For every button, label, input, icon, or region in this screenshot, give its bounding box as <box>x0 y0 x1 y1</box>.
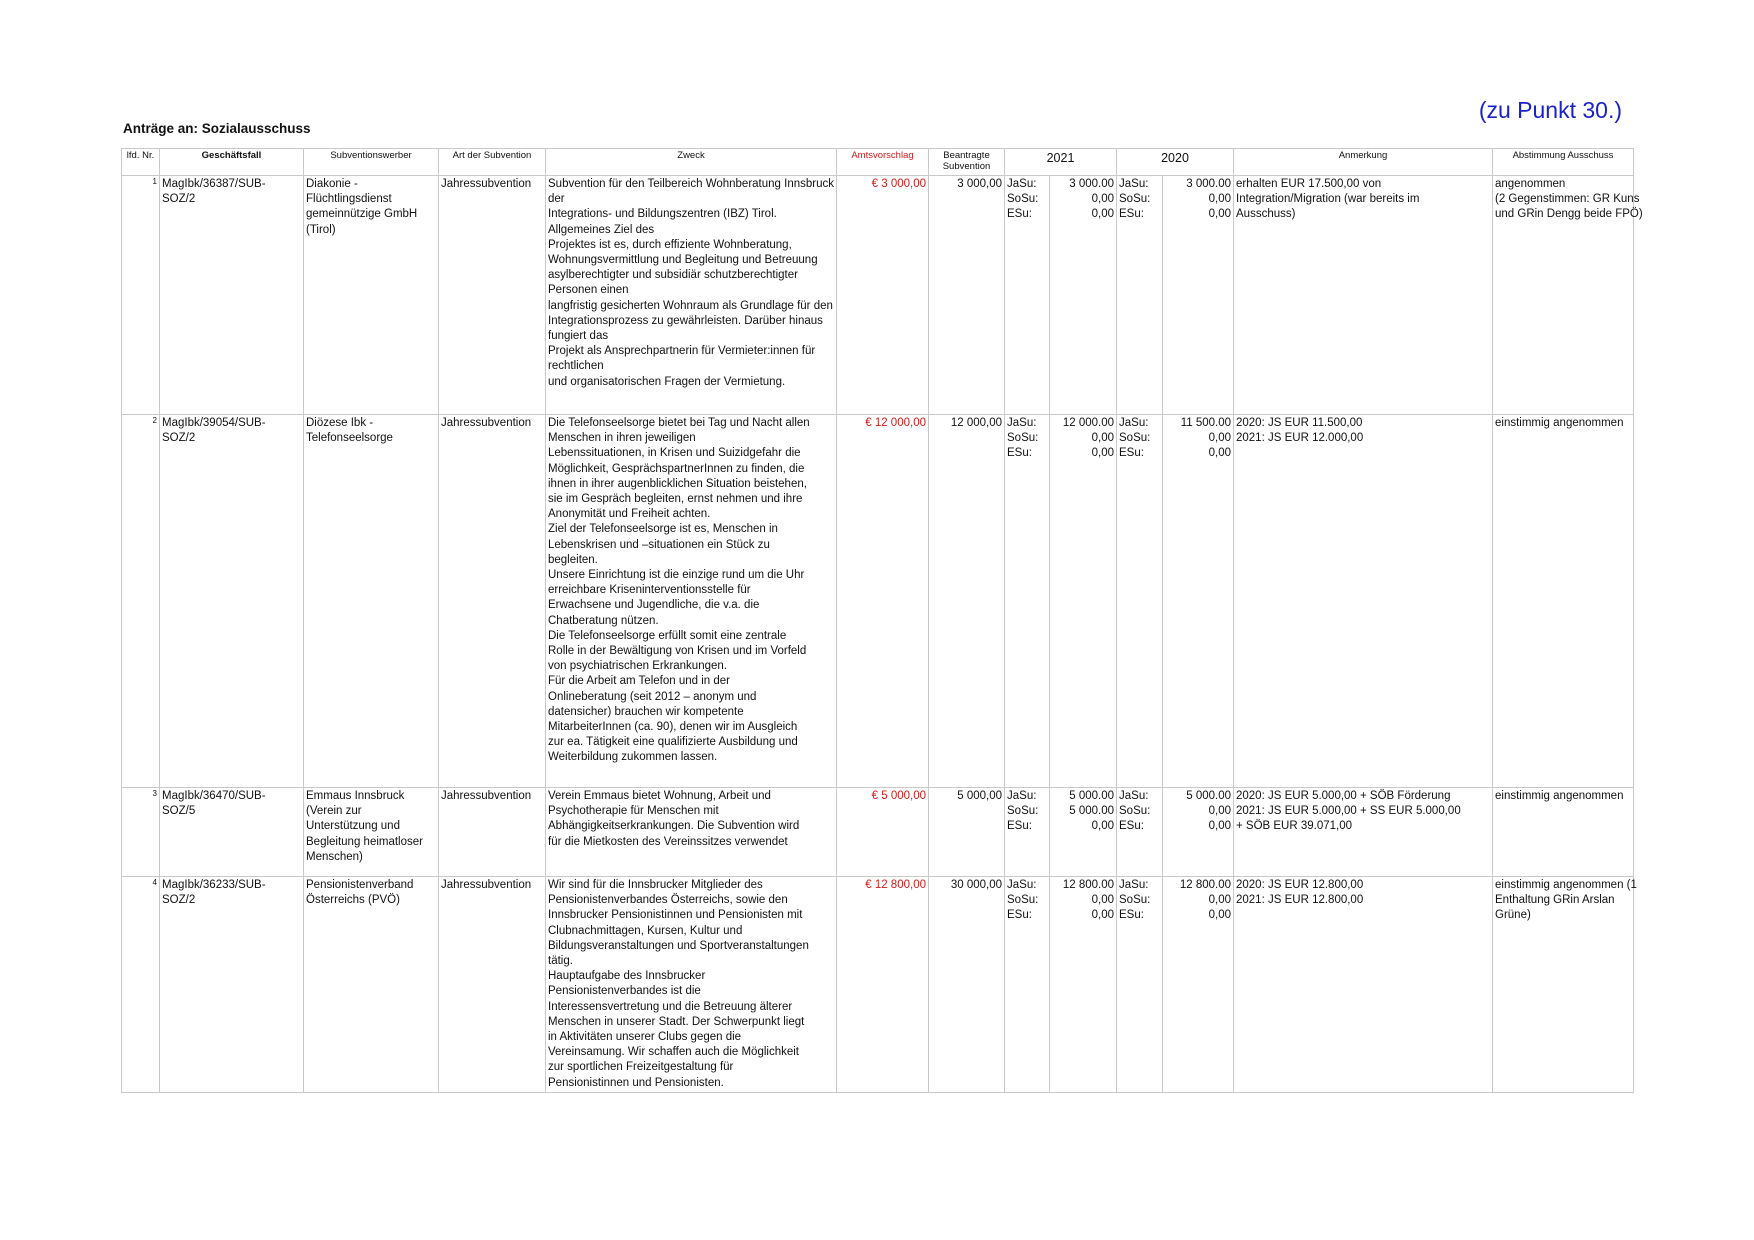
zweck-line: Für die Arbeit am Telefon und in der <box>548 675 730 688</box>
col-header-beantragt-line1: Beantragte <box>943 150 990 161</box>
value-2020: 11 500.00 <box>1180 417 1231 429</box>
label-2021: JaSu: <box>1007 879 1037 891</box>
value-2020: 0,00 <box>1208 193 1231 206</box>
zweck-line: Projekt als Ansprechpartnerin für Vermieter:innen für rechtlichen <box>548 345 816 373</box>
zweck-line: und organisatorischen Fragen der Vermietung. <box>548 375 786 388</box>
beantragt-cell <box>929 176 1005 415</box>
label-2021: ESu: <box>1007 208 1032 221</box>
abstimmung-cell <box>1493 415 1634 788</box>
art-cell <box>439 877 546 1093</box>
amtsvorschlag-value: € 12 800,00 <box>865 879 926 891</box>
abstimmung-cell <box>1493 176 1643 415</box>
value-2020-cell <box>1163 788 1234 877</box>
beantragt-cell <box>929 788 1005 877</box>
zweck-line: begleiten. <box>548 553 598 566</box>
value-2021: 0,00 <box>1091 208 1114 221</box>
anmerkung-cell <box>1234 415 1493 788</box>
value-2021: 3 000.00 <box>1069 178 1114 190</box>
zweck-line: für die Mietkosten des Vereinssitzes verwendet <box>548 835 788 848</box>
zweck-cell <box>546 176 837 415</box>
table-header-row <box>122 149 1634 176</box>
value-2021-cell <box>1050 877 1117 1093</box>
zweck-line: Hauptaufgabe des Innsbrucker <box>548 970 706 983</box>
zweck-line: langfristig gesicherten Wohnraum als Grundlage für den <box>548 299 833 312</box>
zweck-cell <box>546 415 837 788</box>
zweck-line: Innsbrucker Pensionistinnen und Pensionisten mit <box>548 909 803 922</box>
geschaeftsfall-line: SOZ/2 <box>162 193 196 206</box>
value-2020: 12 800.00 <box>1179 879 1231 891</box>
abstimmung-cell <box>1493 788 1634 877</box>
zweck-line: Abhängigkeitserkrankungen. Die Subvention wird <box>548 820 800 833</box>
col-header-zweck: Zweck <box>546 149 837 176</box>
value-2021: 0,00 <box>1091 432 1114 445</box>
value-2021: 0,00 <box>1091 894 1114 907</box>
geschaeftsfall-line: MagIbk/36387/SUB- <box>162 178 266 190</box>
label-2020: ESu: <box>1119 208 1144 221</box>
document-title: Anträge an: Sozialausschuss <box>123 121 311 136</box>
zweck-line: zur sportlichen Freizeitgestaltung für <box>548 1061 734 1074</box>
value-2021: 0,00 <box>1091 447 1114 460</box>
anmerkung-line: 2020: JS EUR 12.800,00 <box>1236 879 1364 891</box>
art-text: Jahressubvention <box>441 790 532 802</box>
amtsvorschlag-value: € 3 000,00 <box>871 178 926 190</box>
zweck-line: Interessensvertretung und die Betreuung älterer <box>548 1000 793 1013</box>
subventionswerber-cell <box>304 877 439 1093</box>
beantragt-cell <box>929 415 1005 788</box>
abstimmung-line: (2 Gegenstimmen: GR Kuns <box>1495 193 1640 206</box>
subsidy-table <box>121 148 1643 1093</box>
label-2021: SoSu: <box>1007 432 1039 445</box>
value-2020-cell <box>1163 877 1234 1093</box>
zweck-line: Pensionistinnen und Pensionisten. <box>548 1076 724 1089</box>
zweck-line: erreichbare Kriseninterventionsstelle für <box>548 584 751 597</box>
label-2021: JaSu: <box>1007 178 1037 190</box>
col-header-amtsvorschlag: Amtsvorschlag <box>837 149 929 176</box>
zweck-line: Bildungsveranstaltungen und Sportveranstaltungen <box>548 939 809 952</box>
geschaeftsfall-line: MagIbk/36233/SUB- <box>162 879 266 891</box>
abstimmung-line: und GRin Dengg beide FPÖ) <box>1495 208 1643 221</box>
label-2020: SoSu: <box>1119 432 1151 445</box>
beantragt-value: 30 000,00 <box>950 879 1002 891</box>
label-2021: ESu: <box>1007 447 1032 460</box>
beantragt-value: 12 000,00 <box>950 417 1002 429</box>
subventionswerber-text: Diözese Ibk - Telefonseelsorge <box>306 417 393 445</box>
zweck-line: Lebenssituationen, in Krisen und Suizidgefahr die <box>548 447 801 460</box>
label-2020: ESu: <box>1119 909 1144 922</box>
zweck-line: Die Telefonseelsorge erfüllt somit eine zentrale <box>548 629 787 642</box>
abstimmung-line: Enthaltung GRin Arslan <box>1495 894 1615 907</box>
zweck-line: sie im Gespräch begleiten, ernst nehmen und ihre <box>548 493 803 506</box>
label-2020: JaSu: <box>1119 178 1149 190</box>
zweck-line: Anonymität und Freiheit achten. <box>548 508 711 521</box>
zweck-line: Onlineberatung (seit 2012 – anonym und <box>548 690 757 703</box>
zweck-line: Menschen in ihren jeweiligen <box>548 432 696 445</box>
beantragt-cell <box>929 877 1005 1093</box>
row-number-value: 2 <box>152 416 157 425</box>
label-2020: JaSu: <box>1119 790 1149 802</box>
zweck-line: Projektes ist es, durch effiziente Wohnberatung, Wohnungsvermittlung und Begleitung und Betreuung <box>548 238 818 267</box>
geschaeftsfall-line: SOZ/5 <box>162 805 196 818</box>
art-cell <box>439 415 546 788</box>
col-header-beantragt-line2: Subvention <box>942 161 991 172</box>
anmerkung-cell <box>1234 176 1493 415</box>
value-2021: 12 000.00 <box>1062 417 1114 429</box>
table-row <box>122 877 1634 1093</box>
amtsvorschlag-cell <box>837 176 929 415</box>
label-2020: ESu: <box>1119 447 1144 460</box>
subventionswerber-cell <box>304 176 439 415</box>
value-2020: 0,00 <box>1208 894 1231 907</box>
anmerkung-line: 2021: JS EUR 12.000,00 <box>1236 432 1364 445</box>
value-2021: 0,00 <box>1091 193 1114 206</box>
abstimmung-line: angenommen <box>1495 178 1566 190</box>
value-2020: 0,00 <box>1208 805 1231 818</box>
label-2020-cell <box>1117 415 1163 788</box>
label-2021: SoSu: <box>1007 894 1039 907</box>
zweck-text <box>548 789 834 850</box>
beantragt-value: 5 000,00 <box>957 790 1002 802</box>
art-text: Jahressubvention <box>441 417 532 429</box>
row-number-value: 1 <box>152 177 157 186</box>
geschaeftsfall-line: SOZ/2 <box>162 894 196 907</box>
art-cell <box>439 788 546 877</box>
label-2021-cell <box>1005 415 1050 788</box>
col-header-2020: 2020 <box>1117 149 1234 176</box>
label-2021: SoSu: <box>1007 193 1039 206</box>
zweck-line: Die Telefonseelsorge bietet bei Tag und Nacht allen <box>548 417 810 429</box>
zweck-line: Lebenskrisen und –situationen ein Stück zu <box>548 538 770 551</box>
zweck-line: asylberechtigter und subsidiär schutzberechtigter Personen einen <box>548 269 798 297</box>
value-2020: 0,00 <box>1208 909 1231 922</box>
table-row <box>122 415 1634 788</box>
beantragt-value: 3 000,00 <box>957 178 1002 190</box>
value-2020: 0,00 <box>1208 820 1231 833</box>
geschaeftsfall-cell <box>160 176 304 415</box>
abstimmung-line: einstimmig angenommen <box>1495 790 1624 802</box>
subventionswerber-text: Pensionistenverband Österreichs (PVÖ) <box>306 879 414 907</box>
amtsvorschlag-cell <box>837 788 929 877</box>
geschaeftsfall-line: MagIbk/39054/SUB- <box>162 417 266 429</box>
col-header-art: Art der Subvention <box>439 149 546 176</box>
zweck-line: Subvention für den Teilbereich Wohnberatung Innsbruck der <box>548 178 834 206</box>
label-2021: JaSu: <box>1007 417 1037 429</box>
col-header-2021: 2021 <box>1005 149 1117 176</box>
zweck-line: Verein Emmaus bietet Wohnung, Arbeit und <box>548 790 771 802</box>
zweck-text <box>548 416 834 766</box>
anmerkung-cell <box>1234 788 1493 877</box>
label-2020: SoSu: <box>1119 894 1151 907</box>
anmerkung-line: + SÖB EUR 39.071,00 <box>1236 820 1353 833</box>
abstimmung-line: einstimmig angenommen <box>1495 417 1624 429</box>
value-2020: 0,00 <box>1208 208 1231 221</box>
zweck-line: Integrations- und Bildungszentren (IBZ) Tirol. Allgemeines Ziel des <box>548 208 777 236</box>
art-text: Jahressubvention <box>441 879 532 891</box>
value-2020: 0,00 <box>1208 447 1231 460</box>
geschaeftsfall-cell <box>160 788 304 877</box>
anmerkung-line: 2021: JS EUR 12.800,00 <box>1236 894 1364 907</box>
label-2020-cell <box>1117 176 1163 415</box>
value-2021-cell <box>1050 176 1117 415</box>
value-2021: 0,00 <box>1091 820 1114 833</box>
value-2021: 5 000.00 <box>1069 790 1114 802</box>
anmerkung-cell <box>1234 877 1493 1093</box>
anmerkung-line: erhalten EUR 17.500,00 von <box>1236 178 1382 190</box>
subventionswerber-cell <box>304 415 439 788</box>
zweck-line: tätig. <box>548 955 573 968</box>
zweck-line: Unsere Einrichtung ist die einzige rund um die Uhr <box>548 569 805 582</box>
zweck-line: zur ea. Tätigkeit eine qualifizierte Ausbildung und <box>548 736 798 749</box>
zweck-line: datensicher) brauchen wir kompetente <box>548 705 744 718</box>
zweck-line: MitarbeiterInnen (ca. 90), denen wir im Ausgleich <box>548 721 798 734</box>
value-2021-cell <box>1050 415 1117 788</box>
art-text: Jahressubvention <box>441 178 532 190</box>
table-row <box>122 788 1634 877</box>
anmerkung-line: 2020: JS EUR 5.000,00 + SÖB Förderung <box>1236 790 1451 802</box>
amtsvorschlag-cell <box>837 415 929 788</box>
zweck-text <box>548 878 834 1091</box>
row-number <box>122 176 160 415</box>
label-2021: ESu: <box>1007 909 1032 922</box>
zweck-line: Psychotherapie für Menschen mit <box>548 805 719 818</box>
amtsvorschlag-cell <box>837 877 929 1093</box>
anmerkung-line: 2020: JS EUR 11.500,00 <box>1236 417 1363 429</box>
subventionswerber-text: Emmaus Innsbruck (Verein zur Unterstützung und Begleitung heimatloser Menschen) <box>306 790 423 863</box>
value-2021-cell <box>1050 788 1117 877</box>
geschaeftsfall-line: MagIbk/36470/SUB- <box>162 790 266 802</box>
zweck-line: Wir sind für die Innsbrucker Mitglieder des <box>548 879 763 891</box>
label-2021: JaSu: <box>1007 790 1037 802</box>
col-header-nr: lfd. Nr. <box>122 149 160 176</box>
zweck-line: Integrationsprozess zu gewährleisten. Darüber hinaus fungiert das <box>548 314 823 343</box>
abstimmung-cell <box>1493 877 1637 1093</box>
geschaeftsfall-line: SOZ/2 <box>162 432 196 445</box>
value-2021: 12 800.00 <box>1062 879 1114 891</box>
label-2021: SoSu: <box>1007 805 1039 818</box>
col-header-beantragt <box>929 149 1005 176</box>
zweck-cell <box>546 877 837 1093</box>
label-2020-cell <box>1117 788 1163 877</box>
row-number-value: 4 <box>152 878 157 887</box>
zweck-line: Ziel der Telefonseelsorge ist es, Menschen in <box>548 523 778 536</box>
col-header-anmerkung: Anmerkung <box>1234 149 1493 176</box>
amtsvorschlag-value: € 5 000,00 <box>871 790 926 802</box>
zweck-line: Möglichkeit, GesprächspartnerInnen zu finden, die <box>548 462 805 475</box>
col-header-subventionswerber: Subventionswerber <box>304 149 439 176</box>
zweck-text <box>548 177 834 390</box>
zweck-line: Rolle in der Bewältigung von Krisen und im Vorfeld <box>548 645 807 658</box>
zweck-line: Erwachsene und Jugendliche, die v.a. die <box>548 599 760 612</box>
anmerkung-line: 2021: JS EUR 5.000,00 + SS EUR 5.000,00 <box>1236 805 1461 818</box>
label-2021-cell <box>1005 788 1050 877</box>
zweck-line: Chatberatung nützen. <box>548 614 659 627</box>
label-2021: ESu: <box>1007 820 1032 833</box>
label-2020-cell <box>1117 877 1163 1093</box>
abstimmung-line: einstimmig angenommen (1 <box>1495 879 1637 891</box>
zweck-line: Pensionistenverbandes Österreichs, sowie den <box>548 894 788 907</box>
zweck-line: von psychiatrischen Erkrankungen. <box>548 660 727 673</box>
zweck-line: Pensionistenverbandes ist die <box>548 985 701 998</box>
zweck-line: Weiterbildung zukommen lassen. <box>548 751 718 764</box>
value-2020: 5 000.00 <box>1186 790 1231 802</box>
subventionswerber-cell <box>304 788 439 877</box>
anmerkung-line: Ausschuss) <box>1236 208 1296 221</box>
page-reference: (zu Punkt 30.) <box>1478 97 1622 123</box>
label-2020: SoSu: <box>1119 193 1151 206</box>
row-number <box>122 415 160 788</box>
row-number <box>122 788 160 877</box>
geschaeftsfall-cell <box>160 415 304 788</box>
label-2020: JaSu: <box>1119 879 1149 891</box>
abstimmung-line: Grüne) <box>1495 909 1531 922</box>
value-2020: 3 000.00 <box>1186 178 1231 190</box>
amtsvorschlag-value: € 12 000,00 <box>865 417 926 429</box>
zweck-line: Clubnachmittagen, Kursen, Kultur und <box>548 924 743 937</box>
anmerkung-line: Integration/Migration (war bereits im <box>1236 193 1420 206</box>
value-2021: 0,00 <box>1091 909 1114 922</box>
value-2020-cell <box>1163 176 1234 415</box>
value-2020-cell <box>1163 415 1234 788</box>
row-number-value: 3 <box>152 789 157 798</box>
zweck-line: ihnen in ihrer augenblicklichen Situation beistehen, <box>548 477 807 490</box>
col-header-geschaeftsfall: Geschäftsfall <box>160 149 304 176</box>
label-2020: JaSu: <box>1119 417 1149 429</box>
subventionswerber-text: Diakonie - Flüchtlingsdienst gemeinnützige GmbH (Tirol) <box>306 178 418 236</box>
zweck-line: Vereinsamung. Wir schaffen auch die Möglichkeit <box>548 1046 800 1059</box>
label-2020: SoSu: <box>1119 805 1151 818</box>
label-2021-cell <box>1005 877 1050 1093</box>
value-2021: 5 000.00 <box>1069 805 1114 818</box>
row-number <box>122 877 160 1093</box>
label-2021-cell <box>1005 176 1050 415</box>
label-2020: ESu: <box>1119 820 1144 833</box>
zweck-line: Menschen in unserer Stadt. Der Schwerpunkt liegt <box>548 1015 805 1028</box>
value-2020: 0,00 <box>1208 432 1231 445</box>
col-header-abstimmung: Abstimmung Ausschuss <box>1493 149 1634 176</box>
zweck-line: in Aktivitäten unserer Clubs gegen die <box>548 1031 742 1044</box>
zweck-cell <box>546 788 837 877</box>
table-row <box>122 176 1634 415</box>
geschaeftsfall-cell <box>160 877 304 1093</box>
art-cell <box>439 176 546 415</box>
